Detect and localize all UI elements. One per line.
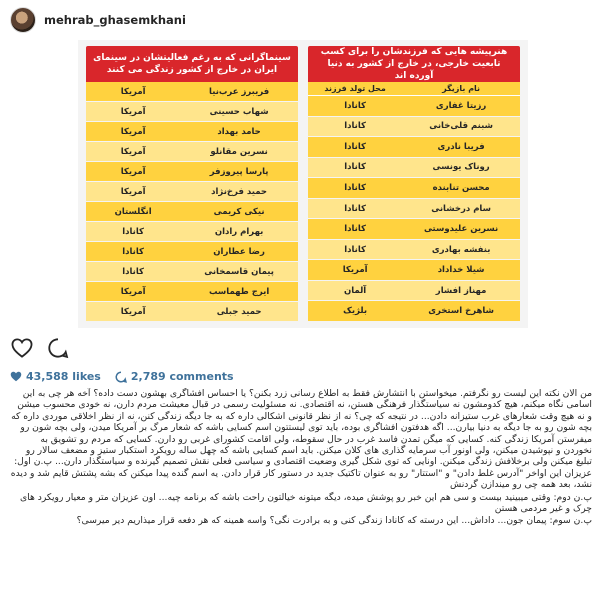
cell-name: شهاب حسینی xyxy=(209,106,269,117)
cell-place: آمریکا xyxy=(120,306,146,317)
cell-place: آمریکا xyxy=(120,166,146,177)
cell-name: شاهرخ استخری xyxy=(428,306,494,317)
cell-name: نسرین علیدوستی xyxy=(423,224,499,235)
cell-name: بنفشه بهادری xyxy=(431,244,491,255)
caption-paragraph: من الان نکته این لیست رو نگرفتم. میخواستن با انتشارش فقط به اطلاع رسانی زرد بکنن؟ یا احساس افشاگری بهشون دست داده؟ آخه هر چی به این اسامی نگاه میکنم، هیچ کدومشون نه سیاستگذار فرهنگی هستن، نه اقتصادی. نه مسئولیت رسمی در قبال معیشت مردم دارن، نه خودی محسوب میشن و نه هیچ وقت شعارهای غرب ستیزانه دادن... در نتیجه که چی؟ نه از نظر قانونی اشکالی داره که به جا دیگه زندگی کنن، نه از نظر اخلاقی موردی داره که بچه شون رو به جا دیگه به دنیا بیارن... اگه هدفتون افشاگری بوده، باید توی لیستتون اسم کسایی باشه که شعار مرگ بر آمریکا میدن، ولی بچه شون رو میفرستن آمریکا زندگی کنه. کسایی که میگن تمدن فاسد غرب در حال سقوطه، ولی اقامت کشورای غربی رو دارن. کسایی که مردم رو تشویق به نخوردن و نپوشیدن میکنن، ولی اونور آب سرمایه گذاری های کلان میکنن. باید اسم کسایی باشه که چهل ساله رویکرد استکبار ستیز و مضعف سالار رو تبلیغ میکنن ولی برخلافش زندگی میکنن. اونایی که توی شکل گیری وضعیت اقتصادی و سیاسی فعلی نقش تصمیم گیرنده و سیاستگذار دارن... پ.ن اول: عزیزان این اواخر "آدرس غلط دادن" و "استتار" رو به عنوان تاکتیک جدید در دستور کار قرار دادن. یه اسم گنده پیدا میکنن که بشه پشتش قایم شد و دیده نشد، بعد همه چی رو میندازن گردنش xyxy=(10,388,592,491)
right-table-title: سینماگرانی که به رغم فعالیتشان در سینمای ایران در خارج از کشور زندگی می کنند xyxy=(86,46,298,82)
table-row xyxy=(308,158,520,179)
cell-place: آمریکا xyxy=(120,146,146,157)
username[interactable]: mehrab_ghasemkhani xyxy=(44,13,186,27)
table-row xyxy=(86,102,298,122)
cell-place: کانادا xyxy=(344,244,366,255)
cell-name: نیکی کریمی xyxy=(213,206,265,217)
caption-paragraph: پ.ن دوم: وقتی میبینید بیست و سی هم این خبر رو پوشش میده، دیگه میتونه خیالتون راحت باشه که برنامه چیه... اون عزیزان متر و معیار رویکرد های چرک و غیر مردمی هستن xyxy=(19,491,592,515)
cell-place: آمریکا xyxy=(120,106,146,117)
table-row xyxy=(308,137,520,158)
caption-paragraph: پ.ن سوم: پیمان جون... داداش... این درسته که کانادا زندگی کنی و به برادرت نگی؟ واسه همینه که هر دفعه قرار میذاریم دیر میرسی؟ xyxy=(76,515,592,527)
cell-place: کانادا xyxy=(344,121,366,132)
cell-name: حمید جبلی xyxy=(216,306,262,317)
table-row xyxy=(86,162,298,182)
table-row xyxy=(308,178,520,199)
table-row xyxy=(308,281,520,302)
post-caption xyxy=(10,388,592,594)
cell-place: کانادا xyxy=(122,266,144,277)
table-row xyxy=(308,199,520,220)
table-row xyxy=(86,82,298,102)
post-actions xyxy=(10,336,70,360)
cell-name: محسن تنابنده xyxy=(432,182,490,193)
table-row xyxy=(86,262,298,282)
table-row xyxy=(86,242,298,262)
table-row xyxy=(308,301,520,322)
table-row xyxy=(308,117,520,138)
cell-place: کانادا xyxy=(344,162,366,173)
cell-name: سام درخشانی xyxy=(431,203,491,214)
cell-place: کانادا xyxy=(122,226,144,237)
cell-name: پیمان قاسمخانی xyxy=(204,266,274,277)
table-row xyxy=(308,96,520,117)
table-row xyxy=(308,260,520,281)
cell-place: کانادا xyxy=(344,203,366,214)
cell-name: رزیتا غفاری xyxy=(435,100,487,111)
left-table xyxy=(308,46,520,322)
cell-place: انگلستان xyxy=(114,206,152,217)
table-row xyxy=(86,122,298,142)
table-row xyxy=(86,202,298,222)
comment-small-icon xyxy=(115,371,127,383)
cell-place: آمریکا xyxy=(342,265,368,276)
cell-name: فریبرز عرب‌نیا xyxy=(209,86,270,97)
cell-name: حامد بهداد xyxy=(217,126,261,137)
cell-place: کانادا xyxy=(344,100,366,111)
cell-place: بلژیک xyxy=(343,306,368,317)
cell-place: آمریکا xyxy=(120,286,146,297)
cell-name: بهرام رادان xyxy=(214,226,264,237)
cell-place: آمریکا xyxy=(120,186,146,197)
table-row xyxy=(86,302,298,322)
cell-place: آمریکا xyxy=(120,126,146,137)
cell-name: نسرین مقانلو xyxy=(210,146,268,157)
cell-name: پارسا پیروزفر xyxy=(209,166,269,177)
cell-place: آمریکا xyxy=(120,86,146,97)
cell-place: کانادا xyxy=(344,141,366,152)
cell-name: رضا عطاران xyxy=(213,246,265,257)
table-row xyxy=(86,182,298,202)
table-row xyxy=(86,222,298,242)
table-row xyxy=(308,219,520,240)
col-head-name: نام بازیگر xyxy=(442,84,481,93)
cell-place: کانادا xyxy=(344,182,366,193)
post-header xyxy=(0,0,600,40)
like-button[interactable] xyxy=(10,336,34,360)
likes-count[interactable]: 43,588 likes xyxy=(26,370,101,383)
comment-icon xyxy=(47,337,69,359)
cell-place: کانادا xyxy=(344,224,366,235)
cell-name: مهناز افشار xyxy=(435,285,487,296)
table-row xyxy=(86,142,298,162)
avatar[interactable] xyxy=(10,7,36,33)
cell-name: روناک یونسی xyxy=(432,162,490,173)
col-head-place: محل تولد فرزند xyxy=(324,84,386,93)
heart-icon xyxy=(11,338,33,358)
left-table-col-heads xyxy=(308,82,520,96)
comments-count[interactable]: 2,789 comments xyxy=(130,370,234,383)
cell-name: حمید فرخ‌نژاد xyxy=(211,186,268,197)
heart-small-icon xyxy=(10,371,22,382)
cell-name: ایرج طهماسب xyxy=(208,286,270,297)
comment-button[interactable] xyxy=(46,336,70,360)
cell-name: فریبا نادری xyxy=(437,141,485,152)
cell-place: کانادا xyxy=(122,246,144,257)
left-table-title: هنرپیشه هایی که فرزندشان را برای کسب تابعیت خارجی، در خارج از کشور به دنیا آورده اند xyxy=(308,46,520,82)
right-table xyxy=(86,46,298,322)
post-stats xyxy=(10,370,234,383)
table-row xyxy=(86,282,298,302)
cell-place: آلمان xyxy=(343,285,367,296)
cell-name: شبنم قلی‌خانی xyxy=(429,121,493,132)
post-image[interactable] xyxy=(78,40,528,328)
cell-name: شیلا خداداد xyxy=(437,265,485,276)
table-row xyxy=(308,240,520,261)
